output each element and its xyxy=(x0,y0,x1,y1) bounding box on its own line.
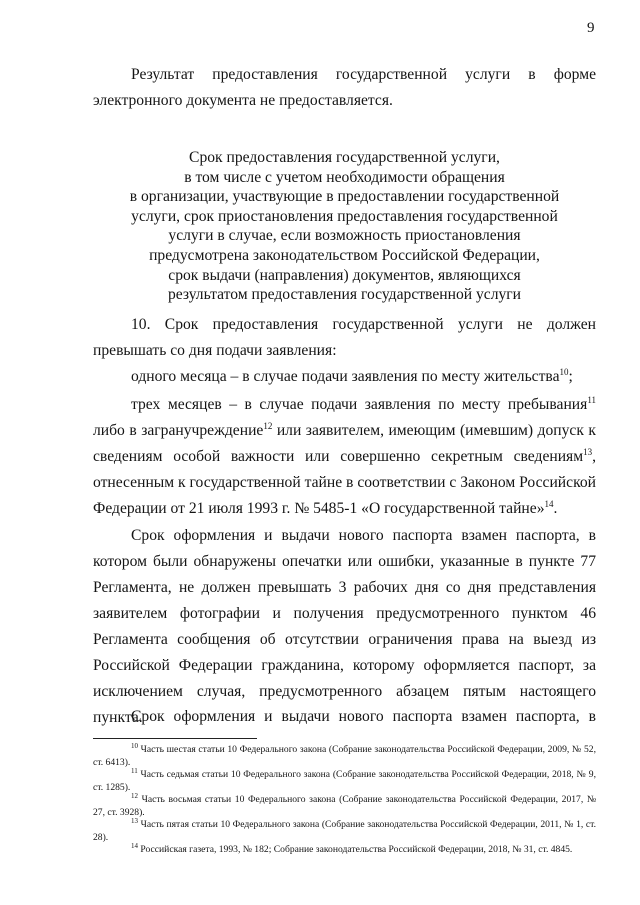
paragraph-passport-term-1: Срок оформления и выдачи нового паспорта взамен паспорта, в котором были обнаружены опечатки или ошибки, указанные в пункте 77 Регламента, не должен превышать 3 рабочих дня со дня представления заявителем фотографии и получения предусмотренного пунктом 46 Регламента сообщения об отсутствии ограничения права на выезд из Российской Федерации гражданина, которому оформляется паспорт, за исключением случая, предусмотренного абзацем пятым настоящего пункта. xyxy=(93,527,596,726)
footnotes xyxy=(93,741,596,857)
heading-line: услуги, срок приостановления предоставления государственной xyxy=(131,207,558,225)
footnote-text: Часть шестая статьи 10 Федерального закона (Собрание законодательства Российской Федерации, 2009, № 52, ст. 6413). xyxy=(93,744,596,768)
heading-line: результатом предоставления государственной услуги xyxy=(167,286,522,304)
paragraph-three-months xyxy=(93,392,596,522)
footnote-number: 14 xyxy=(131,841,138,850)
heading-line: услуги в случае, если возможность приостановления xyxy=(168,227,521,245)
footnote-14 xyxy=(93,841,596,857)
footnote-text: Часть седьмая статьи 10 Федерального закона (Собрание законодательства Российской Федерации, 2018, № 9, ст. 1285). xyxy=(93,769,596,793)
three-months-text-2: либо в загранучреждение xyxy=(93,422,264,439)
footnote-number: 10 xyxy=(131,741,138,750)
one-month-text: одного месяца – в случае подачи заявления по месту жительства xyxy=(131,368,560,385)
footnote-number: 11 xyxy=(131,766,138,775)
one-month-tail: ; xyxy=(568,368,573,385)
paragraph-one-month xyxy=(93,364,596,390)
heading-line: предусмотрена законодательством Российской Федерации, xyxy=(149,246,540,264)
footnote-text: Российская газета, 1993, № 182; Собрание законодательства Российской Федерации, 2018, № 31, ст. 4845. xyxy=(138,844,573,855)
footnote-13 xyxy=(93,816,596,844)
footnote-ref-11: 11 xyxy=(587,394,596,405)
footnote-text: Часть восьмая статьи 10 Федерального закона (Собрание законодательства Российской Федерации, 2017, № 27, ст. 3928). xyxy=(93,794,596,818)
footnote-number: 12 xyxy=(131,791,138,800)
footnote-ref-14: 14 xyxy=(544,498,554,509)
three-months-text-5: . xyxy=(553,500,558,517)
footnote-ref-10: 10 xyxy=(559,366,569,377)
three-months-text-3: или заявителем, имеющим (имевшим) допуск к сведениям особой важности или совершенно секретным сведениям xyxy=(93,422,596,465)
heading-line: Срок предоставления государственной услуги, xyxy=(189,149,500,166)
footnote-12 xyxy=(93,791,596,819)
three-months-text-1: трех месяцев – в случае подачи заявления по месту пребывания xyxy=(131,396,588,413)
footnote-divider xyxy=(93,738,257,739)
heading-line: в том числе с учетом необходимости обращения xyxy=(184,168,505,186)
footnote-11 xyxy=(93,766,596,794)
heading-line: срок выдачи (направления) документов, являющихся xyxy=(168,266,521,284)
footnote-text: Часть пятая статьи 10 Федерального закона (Собрание законодательства Российской Федерации, 2011, № 1, ст. 28). xyxy=(93,819,596,843)
footnote-number: 13 xyxy=(131,816,138,825)
paragraph-result: Результат предоставления государственной услуги в форме электронного документа не предоставляется. xyxy=(93,66,596,109)
section-heading xyxy=(93,148,596,305)
three-months-text-4: , отнесенным к государственной тайне в соответствии с Законом Российской Федерации от 21 июля 1993 г. № 5485-1 «О государственной тайне» xyxy=(93,448,596,517)
paragraph-10: 10. Срок предоставления государственной услуги не должен превышать со дня подачи заявления: xyxy=(93,316,596,359)
footnote-10 xyxy=(93,741,596,769)
page-number: 9 xyxy=(587,20,595,36)
footnote-ref-13: 13 xyxy=(583,446,593,457)
paragraph-passport-term-2: Срок оформления и выдачи нового паспорта взамен паспорта, в xyxy=(131,708,596,725)
heading-line: в организации, участвующие в предоставлении государственной xyxy=(129,188,560,206)
footnote-ref-12: 12 xyxy=(263,420,273,431)
